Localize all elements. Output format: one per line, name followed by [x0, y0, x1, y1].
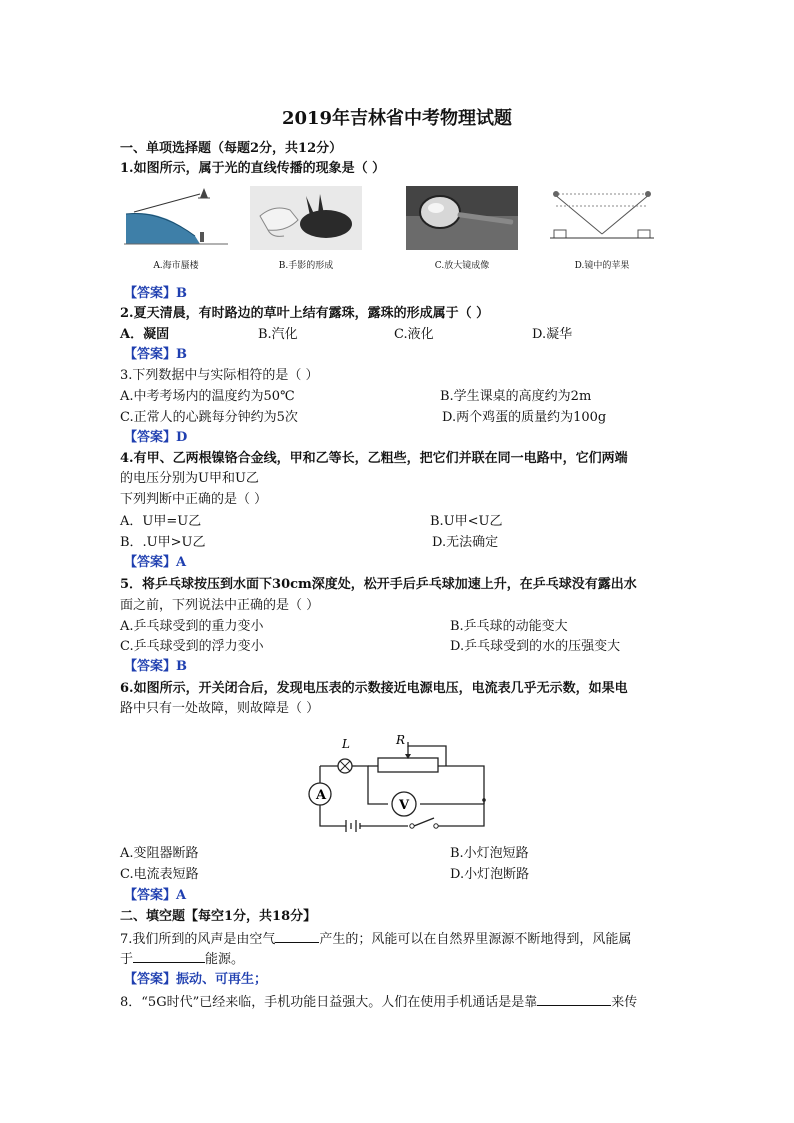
- q3-answer: 【答案】D: [124, 430, 188, 445]
- q5-option-b: B.乒乓球的动能变大: [450, 619, 568, 634]
- q7-blank-1[interactable]: [275, 930, 319, 943]
- q4-stem-line1: 4.有甲、乙两根镍铬合金线，甲和乙等长，乙粗些，把它们并联在同一电路中，它们两端: [120, 451, 628, 466]
- q5-stem-line1: 5．将乒乓球按压到水面下30cm深度处，松开手后乒乓球加速上升，在乒乓球没有露出水: [120, 577, 637, 592]
- q7-text-4: 能源。: [205, 952, 245, 967]
- q4-option-a: A．U甲=U乙: [120, 514, 202, 529]
- circuit-diagram: [296, 730, 496, 834]
- q1-stem: 1.如图所示，属于光的直线传播的现象是（ ）: [120, 161, 386, 176]
- q2-option-b: B.汽化: [258, 327, 298, 342]
- q3-option-d: D.两个鸡蛋的质量约为100g: [442, 410, 607, 425]
- q1-caption-b: B.手影的形成: [278, 261, 334, 271]
- q3-option-b: B.学生课桌的高度约为2m: [440, 389, 592, 404]
- q6-stem-line1: 6.如图所示，开关闭合后，发现电压表的示数接近电源电压，电流表几乎无示数，如果电: [120, 681, 628, 696]
- rheostat-label: R: [396, 733, 406, 747]
- q6-stem-line2: 路中只有一处故障，则故障是（ ）: [120, 701, 320, 716]
- q1-caption-a: A.海市蜃楼: [153, 261, 199, 271]
- q2-stem: 2.夏天清晨，有时路边的草叶上结有露珠，露珠的形成属于（ ）: [120, 306, 490, 321]
- q2-option-d: D.凝华: [532, 327, 573, 342]
- q1-answer: 【答案】B: [124, 286, 187, 301]
- q5-option-c: C.乒乓球受到的浮力变小: [120, 639, 264, 654]
- section-heading-choice: 一、单项选择题（每题2分，共12分）: [120, 141, 343, 156]
- q7-blank-2[interactable]: [133, 950, 205, 963]
- page-title: 2019年吉林省中考物理试题: [281, 108, 513, 129]
- q8-line1: [120, 993, 637, 1012]
- q4-option-b: B.U甲<U乙: [430, 514, 503, 529]
- q4-answer: 【答案】A: [124, 555, 187, 570]
- q4-option-d: D.无法确定: [432, 535, 499, 550]
- voltmeter-label: V: [399, 798, 410, 813]
- q3-stem: 3.下列数据中与实际相符的是（ ）: [120, 368, 319, 383]
- q8-text-2: 来传: [611, 995, 638, 1010]
- q6-option-a: A.变阻器断路: [120, 846, 199, 861]
- q2-option-a: A．凝固: [120, 327, 170, 342]
- q7-line1: [120, 930, 631, 949]
- q1-caption-c: C.放大镜成像: [434, 261, 490, 271]
- q7-text-3: 于: [120, 952, 134, 967]
- q2-option-c: C.液化: [394, 327, 434, 342]
- q7-answer: 【答案】振动、可再生；: [124, 972, 268, 987]
- q3-option-a: A.中考考场内的温度约为50℃: [120, 389, 295, 404]
- q4-stem-line3: 下列判断中正确的是（ ）: [120, 492, 268, 507]
- q5-stem-line2: 面之前，下列说法中正确的是（ ）: [120, 598, 320, 613]
- ammeter-label: A: [316, 788, 327, 803]
- q5-option-d: D.乒乓球受到的水的压强变大: [450, 639, 621, 654]
- q7-text-2: 产生的；风能可以在自然界里源源不断地得到，风能属: [319, 932, 632, 947]
- mirror-apple-figure: [546, 186, 658, 250]
- q8-text-1: 8．“5G时代”已经来临，手机功能日益强大。人们在使用手机通话是是靠: [120, 995, 538, 1010]
- hand-shadow-figure: [250, 186, 362, 250]
- q6-option-c: C.电流表短路: [120, 867, 199, 882]
- section-heading-fill: 二、填空题【每空1分，共18分】: [120, 909, 317, 924]
- q4-stem-line2: 的电压分别为U甲和U乙: [120, 471, 259, 486]
- mirage-figure: [120, 186, 232, 250]
- q6-option-b: B.小灯泡短路: [450, 846, 529, 861]
- q6-answer: 【答案】A: [124, 888, 187, 903]
- q8-blank-1[interactable]: [537, 993, 611, 1006]
- q4-option-c: B．.U甲>U乙: [120, 535, 206, 550]
- magnifier-figure: [406, 186, 518, 250]
- q6-option-d: D.小灯泡断路: [450, 867, 530, 882]
- q5-answer: 【答案】B: [124, 659, 187, 674]
- q7-text-1: 7.我们所到的风声是由空气: [120, 932, 276, 947]
- q5-option-a: A.乒乓球受到的重力变小: [120, 619, 264, 634]
- lamp-label: L: [342, 737, 350, 751]
- rheostat-icon: [378, 758, 438, 772]
- q2-answer: 【答案】B: [124, 347, 187, 362]
- q7-line2: [120, 950, 244, 969]
- q1-caption-d: D.镜中的苹果: [574, 261, 630, 271]
- q3-option-c: C.正常人的心跳每分钟约为5次: [120, 410, 298, 425]
